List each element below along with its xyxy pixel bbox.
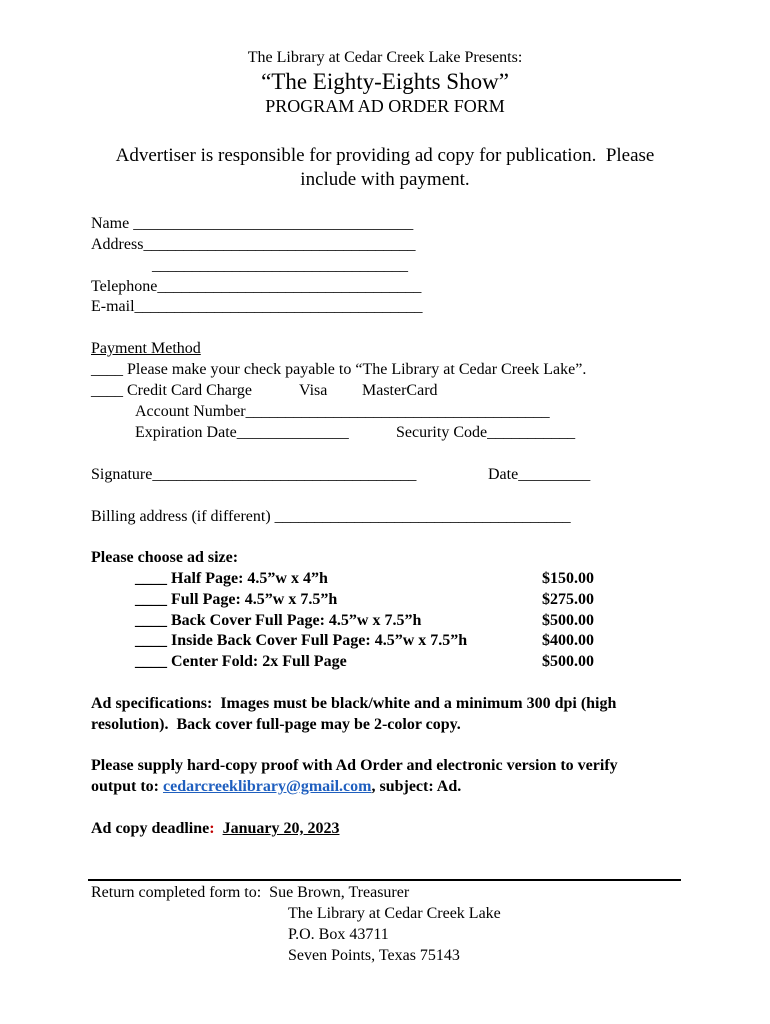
ad-specs-line-1: Ad specifications: Images must be black/white and a minimum 300 dpi (high bbox=[91, 695, 617, 712]
payment-method-heading: Payment Method bbox=[91, 340, 201, 357]
account-number-field[interactable]: Account Number______________________________________ bbox=[135, 403, 550, 420]
ad-size-heading: Please choose ad size: bbox=[91, 549, 239, 566]
deadline-label: Ad copy deadline bbox=[91, 820, 210, 837]
proof-suffix: , subject: Ad. bbox=[371, 778, 462, 795]
deadline-date: January 20, 2023 bbox=[222, 820, 340, 837]
ad-size-price: $400.00 bbox=[542, 632, 594, 649]
return-label: Return completed form to: Sue Brown, Treasurer bbox=[91, 884, 410, 901]
presenter-line: The Library at Cedar Creek Lake Presents: bbox=[247, 49, 523, 66]
return-line-3: P.O. Box 43711 bbox=[288, 926, 389, 943]
ad-size-price: $275.00 bbox=[542, 591, 594, 608]
ad-size-price: $500.00 bbox=[542, 653, 594, 670]
intro-line-1: Advertiser is responsible for providing ad copy for publication. Please bbox=[115, 145, 655, 166]
email-field[interactable]: E-mail____________________________________ bbox=[91, 298, 423, 315]
visa-option[interactable]: Visa bbox=[299, 382, 328, 399]
check-option[interactable]: ____ Please make your check payable to “The Library at Cedar Creek Lake”. bbox=[91, 361, 587, 378]
ad-size-option[interactable]: ____ Back Cover Full Page: 4.5”w x 7.5”h bbox=[135, 612, 422, 629]
ad-size-option[interactable]: ____ Inside Back Cover Full Page: 4.5”w x 7.5”h bbox=[135, 632, 468, 649]
signature-field[interactable]: Signature_________________________________ bbox=[91, 466, 417, 483]
address-field[interactable]: Address__________________________________ bbox=[91, 236, 416, 253]
intro-line-2: include with payment. bbox=[300, 169, 470, 190]
deadline-colon: : bbox=[209, 820, 215, 837]
ad-size-price: $500.00 bbox=[542, 612, 594, 629]
billing-address-field[interactable]: Billing address (if different) _____________________________________ bbox=[91, 508, 571, 525]
proof-line-2 bbox=[91, 779, 461, 795]
library-email-link[interactable]: cedarcreeklibrary@gmail.com bbox=[163, 778, 372, 795]
telephone-field[interactable]: Telephone_________________________________ bbox=[91, 278, 422, 295]
mastercard-option[interactable]: MasterCard bbox=[362, 382, 438, 399]
return-line-4: Seven Points, Texas 75143 bbox=[288, 947, 460, 964]
ad-size-option[interactable]: ____ Half Page: 4.5”w x 4”h bbox=[135, 570, 328, 587]
credit-card-option[interactable]: ____ Credit Card Charge bbox=[91, 382, 253, 399]
ad-size-option[interactable]: ____ Center Fold: 2x Full Page bbox=[135, 653, 347, 670]
proof-prefix: output to: bbox=[91, 778, 164, 795]
address-line-2-field[interactable]: ________________________________ bbox=[152, 257, 408, 274]
proof-line-1: Please supply hard-copy proof with Ad Order and electronic version to verify bbox=[91, 757, 618, 774]
ad-size-price: $150.00 bbox=[542, 570, 594, 587]
ad-size-option[interactable]: ____ Full Page: 4.5”w x 7.5”h bbox=[135, 591, 338, 608]
return-line-2: The Library at Cedar Creek Lake bbox=[288, 905, 501, 922]
divider-line bbox=[88, 879, 681, 881]
form-title: PROGRAM AD ORDER FORM bbox=[265, 96, 505, 116]
ad-specs-line-2: resolution). Back cover full-page may be 2-color copy. bbox=[91, 716, 461, 733]
security-code-field[interactable]: Security Code___________ bbox=[396, 424, 576, 441]
name-field[interactable]: Name ___________________________________ bbox=[91, 215, 414, 232]
date-field[interactable]: Date_________ bbox=[488, 466, 591, 483]
deadline-line bbox=[91, 821, 339, 837]
expiration-date-field[interactable]: Expiration Date______________ bbox=[135, 424, 349, 441]
show-title: “The Eighty-Eights Show” bbox=[261, 69, 509, 94]
